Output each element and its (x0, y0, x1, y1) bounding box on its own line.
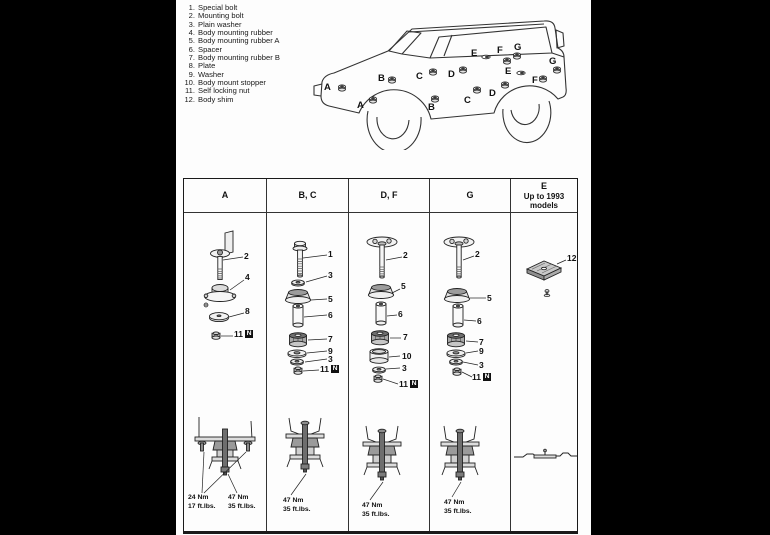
part-callout: 11 (399, 379, 408, 389)
part-callout: 6 (328, 310, 333, 320)
part-callout: 12 (567, 253, 577, 263)
cross-section-df (363, 426, 401, 480)
table-column-g (429, 179, 510, 531)
exploded-view-a (184, 213, 266, 534)
column-body (267, 213, 348, 531)
cross-section-bc (286, 418, 324, 472)
part-callout: 9 (328, 346, 333, 356)
torque-spec: 47 Nm 35 ft.lbs. (228, 494, 256, 510)
item-label: Self locking nut (198, 86, 250, 96)
item-number: 8. (188, 61, 195, 71)
part-callout: 7 (403, 332, 408, 342)
item-number: 3. (188, 19, 195, 29)
location-marker-c: C (416, 71, 423, 82)
part-callout: 5 (401, 281, 406, 291)
column-body (184, 213, 266, 531)
location-marker-a: A (324, 82, 331, 93)
part-callout: 6 (477, 316, 482, 326)
mounting-table (183, 178, 578, 534)
item-number: 11. (185, 86, 195, 96)
location-marker-a: A (357, 100, 364, 111)
item-label: Spacer (198, 44, 223, 54)
parts-list (178, 4, 308, 104)
location-marker-e: E (471, 48, 478, 59)
column-header: A (184, 179, 266, 213)
part-callout: 8 (245, 306, 250, 316)
column-header: E Up to 1993 models (511, 179, 577, 213)
part-callout: 10 (402, 351, 412, 361)
location-marker-g: G (514, 42, 522, 53)
item-label: Mounting bolt (198, 11, 244, 21)
part-callout: 5 (328, 294, 333, 304)
rear-wheel-inner (511, 104, 539, 124)
item-number: 12. (184, 94, 195, 104)
list-item (178, 96, 308, 104)
part-callout: 2 (403, 250, 408, 260)
item-label: Body mounting rubber B (198, 53, 280, 63)
small-fastener (204, 303, 208, 307)
cross-section-e (514, 449, 577, 458)
front-wheel (367, 111, 421, 150)
item-label: Body mounting rubber (198, 28, 273, 38)
b-pillar (444, 35, 452, 56)
cross-section-g (441, 426, 479, 480)
part-callout: 4 (245, 272, 250, 282)
car-location-diagram (310, 0, 595, 150)
windshield (389, 31, 421, 54)
item-number: 2. (188, 11, 195, 21)
torque-spec: 47 Nm 35 ft.lbs. (362, 502, 390, 518)
part-callout: 5 (487, 293, 492, 303)
column-header: B, C (267, 179, 348, 213)
table-column-a (184, 179, 266, 531)
location-marker-c: C (464, 95, 471, 106)
part-callout: 7 (479, 337, 484, 347)
item-number: 7. (188, 53, 195, 63)
part-callout: 3 (479, 360, 484, 370)
part-callout: 11 (234, 329, 243, 339)
item-label: Body mounting rubber A (198, 36, 280, 46)
location-marker-e: E (505, 66, 512, 77)
table-column-bc (266, 179, 348, 531)
item-number: 10. (184, 78, 195, 88)
part-callout: 9 (479, 346, 484, 356)
location-marker-g: G (549, 56, 557, 67)
item-label: Body shim (198, 94, 234, 104)
location-marker-d: D (489, 88, 496, 99)
part-callout: 1 (328, 249, 333, 259)
cross-section-a (195, 417, 255, 475)
column-header: G (430, 179, 510, 213)
location-marker-f: F (497, 45, 503, 56)
item-label: Plain washer (198, 19, 242, 29)
location-marker-f: F (532, 75, 538, 86)
new-part-flag: N (484, 373, 490, 380)
part-callout: 6 (398, 309, 403, 319)
exploded-view-g (430, 213, 511, 534)
item-number: 4. (188, 28, 195, 38)
part-callout: 2 (244, 251, 249, 261)
front-wheel-inner (377, 117, 409, 139)
item-label: Washer (198, 69, 224, 79)
item-number: 5. (188, 36, 195, 46)
new-part-flag: N (332, 365, 338, 372)
part-callout: 3 (328, 270, 333, 280)
location-marker-d: D (448, 69, 455, 80)
item-number: 6. (188, 44, 195, 54)
table-column-df (348, 179, 429, 531)
item-number: 9. (188, 69, 195, 79)
column-header: D, F (349, 179, 429, 213)
location-marker-b: B (428, 102, 435, 113)
item-label: Special bolt (198, 3, 238, 12)
column-body (511, 213, 577, 531)
column-body (349, 213, 429, 531)
part-callout: 3 (328, 354, 333, 364)
table-column-e (510, 179, 577, 531)
torque-spec: 24 Nm 17 ft.lbs. (188, 494, 216, 510)
part-callout: 2 (475, 249, 480, 259)
part-callout: 7 (328, 334, 333, 344)
torque-spec: 47 Nm 35 ft.lbs. (283, 497, 311, 513)
part-callout: 3 (402, 363, 407, 373)
part-callout: 11 (320, 364, 329, 374)
item-label: Body mount stopper (198, 78, 266, 88)
torque-spec: 47 Nm 35 ft.lbs. (444, 499, 472, 515)
item-number: 1. (188, 3, 195, 12)
column-header-subtitle: Up to 1993 models (523, 191, 565, 210)
location-marker-b: B (378, 73, 385, 84)
part-callout: 11 (472, 372, 481, 382)
side-windows (430, 27, 552, 58)
exploded-view-df (349, 213, 430, 534)
item-label: Plate (198, 61, 216, 71)
new-part-flag: N (411, 380, 417, 387)
new-part-flag: N (246, 330, 252, 337)
clip-drawing (544, 290, 550, 297)
rear-wheel (503, 101, 551, 143)
exploded-view-bc (267, 213, 349, 534)
column-body (430, 213, 510, 531)
